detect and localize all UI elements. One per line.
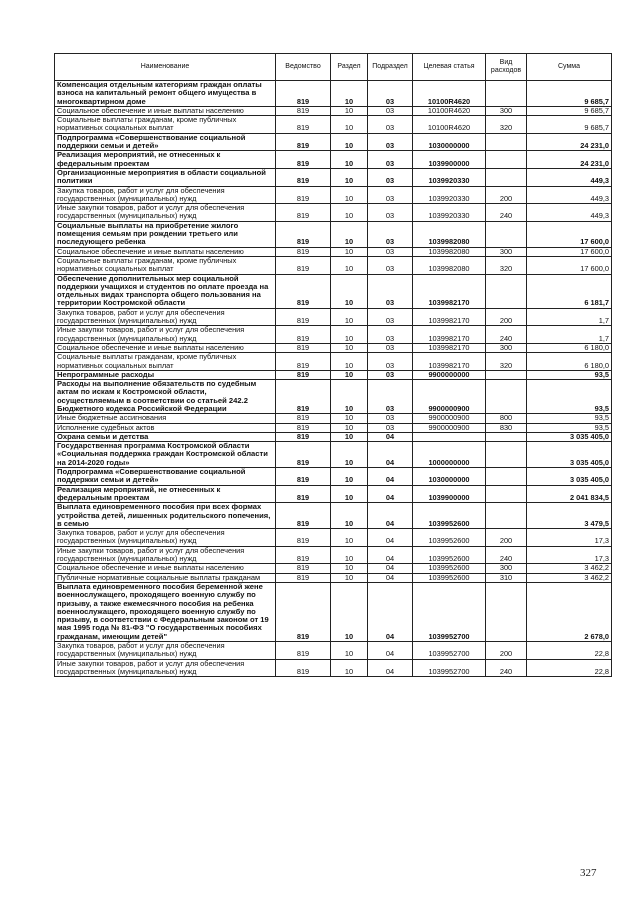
cell-section: 10: [331, 659, 368, 677]
cell-section: 10: [331, 564, 368, 573]
cell-sum: 22,8: [527, 642, 612, 660]
cell-section: 10: [331, 116, 368, 134]
table-row: [55, 186, 612, 204]
cell-sum: 449,3: [527, 186, 612, 204]
cell-expense-type: [486, 582, 527, 641]
cell-sum: 3 462,2: [527, 573, 612, 582]
cell-target-article: 1039952700: [413, 582, 486, 641]
table-row: [55, 468, 612, 486]
cell-name: Выплата единовременного пособия при всех формах устройства детей, лишенных родительского попечения, в семью: [55, 503, 276, 529]
cell-section: 10: [331, 485, 368, 503]
cell-department: 819: [276, 642, 331, 660]
table-row: [55, 308, 612, 326]
cell-target-article: 1039920330: [413, 168, 486, 186]
cell-sum: 1,7: [527, 326, 612, 344]
cell-target-article: 9900000900: [413, 414, 486, 423]
cell-sum: 3 035 405,0: [527, 442, 612, 468]
cell-target-article: [413, 432, 486, 441]
cell-section: 10: [331, 133, 368, 151]
cell-sum: 24 231,0: [527, 151, 612, 169]
cell-section: 10: [331, 414, 368, 423]
table-row: [55, 326, 612, 344]
header-sum: Сумма: [527, 54, 612, 81]
cell-subsection: 04: [368, 582, 413, 641]
cell-subsection: 04: [368, 503, 413, 529]
table-row: [55, 133, 612, 151]
table-row: [55, 380, 612, 414]
cell-department: 819: [276, 308, 331, 326]
cell-subsection: 03: [368, 353, 413, 371]
cell-target-article: 1039982170: [413, 343, 486, 352]
cell-sum: 6 180,0: [527, 353, 612, 371]
cell-name: Закупка товаров, работ и услуг для обеспечения государственных (муниципальных) нужд: [55, 529, 276, 547]
table-row: [55, 442, 612, 468]
cell-target-article: 1039920330: [413, 204, 486, 222]
cell-department: 819: [276, 529, 331, 547]
table-row: [55, 256, 612, 274]
cell-sum: 17 600,0: [527, 256, 612, 274]
cell-sum: 2 041 834,5: [527, 485, 612, 503]
cell-name: Социальное обеспечение и иные выплаты населению: [55, 247, 276, 256]
cell-sum: 3 035 405,0: [527, 432, 612, 441]
cell-expense-type: [486, 221, 527, 247]
cell-section: 10: [331, 186, 368, 204]
table-row: [55, 659, 612, 677]
cell-sum: 9 685,7: [527, 81, 612, 107]
cell-target-article: 1039900000: [413, 485, 486, 503]
table-row: [55, 81, 612, 107]
cell-section: 10: [331, 326, 368, 344]
cell-department: 819: [276, 343, 331, 352]
table-row: [55, 485, 612, 503]
cell-sum: 6 181,7: [527, 274, 612, 308]
table-row: [55, 503, 612, 529]
cell-subsection: 03: [368, 247, 413, 256]
cell-department: 819: [276, 380, 331, 414]
cell-department: 819: [276, 168, 331, 186]
header-section: Раздел: [331, 54, 368, 81]
cell-subsection: 03: [368, 81, 413, 107]
cell-sum: 6 180,0: [527, 343, 612, 352]
cell-expense-type: [486, 380, 527, 414]
cell-name: Государственная программа Костромской области «Социальная поддержка граждан Костромской области на 2014-2020 годы»: [55, 442, 276, 468]
cell-department: 819: [276, 151, 331, 169]
cell-subsection: 03: [368, 343, 413, 352]
cell-expense-type: [486, 274, 527, 308]
cell-name: Расходы на выполнение обязательств по судебным актам по искам к Костромской области, осуществляемым в соответствии со статьей 242.2 Бюджетного кодекса Российской Федерации: [55, 380, 276, 414]
table-row: [55, 529, 612, 547]
cell-name: Подпрограмма «Совершенствование социальной поддержки семьи и детей»: [55, 133, 276, 151]
cell-department: 819: [276, 503, 331, 529]
cell-subsection: 03: [368, 186, 413, 204]
cell-subsection: 04: [368, 442, 413, 468]
cell-sum: 2 678,0: [527, 582, 612, 641]
cell-sum: 17 600,0: [527, 247, 612, 256]
cell-sum: 449,3: [527, 168, 612, 186]
cell-department: 819: [276, 106, 331, 115]
cell-target-article: 9900000900: [413, 423, 486, 432]
cell-expense-type: 200: [486, 186, 527, 204]
cell-department: 819: [276, 485, 331, 503]
cell-subsection: 03: [368, 106, 413, 115]
cell-department: 819: [276, 659, 331, 677]
cell-section: 10: [331, 204, 368, 222]
cell-expense-type: 300: [486, 564, 527, 573]
cell-sum: 17,3: [527, 546, 612, 564]
cell-section: 10: [331, 221, 368, 247]
cell-subsection: 03: [368, 204, 413, 222]
cell-subsection: 03: [368, 308, 413, 326]
cell-name: Организационные мероприятия в области социальной политики: [55, 168, 276, 186]
cell-section: 10: [331, 353, 368, 371]
cell-subsection: 04: [368, 564, 413, 573]
cell-expense-type: 240: [486, 204, 527, 222]
cell-section: 10: [331, 573, 368, 582]
cell-sum: 17 600,0: [527, 221, 612, 247]
cell-subsection: 03: [368, 380, 413, 414]
header-name: Наименование: [55, 54, 276, 81]
cell-expense-type: 320: [486, 116, 527, 134]
cell-department: 819: [276, 442, 331, 468]
table-row: [55, 353, 612, 371]
cell-subsection: 03: [368, 414, 413, 423]
cell-expense-type: 240: [486, 659, 527, 677]
cell-department: 819: [276, 432, 331, 441]
cell-target-article: 9900000000: [413, 370, 486, 379]
budget-table: [54, 53, 612, 677]
cell-name: Социальные выплаты гражданам, кроме публичных нормативных социальных выплат: [55, 116, 276, 134]
cell-subsection: 04: [368, 642, 413, 660]
cell-target-article: 10100R4620: [413, 106, 486, 115]
cell-department: 819: [276, 326, 331, 344]
cell-subsection: 03: [368, 274, 413, 308]
cell-target-article: 1039982170: [413, 326, 486, 344]
cell-name: Реализация мероприятий, не отнесенных к федеральным проектам: [55, 485, 276, 503]
cell-department: 819: [276, 582, 331, 641]
cell-name: Закупка товаров, работ и услуг для обеспечения государственных (муниципальных) нужд: [55, 642, 276, 660]
table-row: [55, 582, 612, 641]
cell-subsection: 04: [368, 546, 413, 564]
cell-target-article: 1039920330: [413, 186, 486, 204]
cell-sum: 1,7: [527, 308, 612, 326]
cell-section: 10: [331, 151, 368, 169]
header-target-article: Целевая статья: [413, 54, 486, 81]
cell-name: Непрограммные расходы: [55, 370, 276, 379]
cell-subsection: 03: [368, 133, 413, 151]
cell-department: 819: [276, 256, 331, 274]
cell-name: Закупка товаров, работ и услуг для обеспечения государственных (муниципальных) нужд: [55, 186, 276, 204]
cell-sum: 3 479,5: [527, 503, 612, 529]
table-row: [55, 274, 612, 308]
cell-target-article: 1039982080: [413, 221, 486, 247]
cell-name: Социальные выплаты гражданам, кроме публичных нормативных социальных выплат: [55, 353, 276, 371]
cell-subsection: 04: [368, 659, 413, 677]
cell-name: Социальное обеспечение и иные выплаты населению: [55, 564, 276, 573]
cell-expense-type: 800: [486, 414, 527, 423]
cell-department: 819: [276, 468, 331, 486]
cell-department: 819: [276, 204, 331, 222]
cell-sum: 93,5: [527, 370, 612, 379]
cell-department: 819: [276, 414, 331, 423]
table-row: [55, 642, 612, 660]
cell-sum: 24 231,0: [527, 133, 612, 151]
table-body: [55, 81, 612, 677]
cell-expense-type: 320: [486, 353, 527, 371]
cell-target-article: 1039952700: [413, 659, 486, 677]
cell-section: 10: [331, 274, 368, 308]
cell-target-article: 9900000900: [413, 380, 486, 414]
header-expense-type: Вид расходов: [486, 54, 527, 81]
cell-subsection: 03: [368, 151, 413, 169]
cell-name: Реализация мероприятий, не отнесенных к федеральным проектам: [55, 151, 276, 169]
cell-expense-type: 310: [486, 573, 527, 582]
cell-section: 10: [331, 256, 368, 274]
cell-name: Выплата единовременного пособия беременной жене военнослужащего, проходящего военную службу по призыву, а также ежемесячного пособия на ребенка военнослужащего, проходящего военную службу по призыву, в соответствии с Федеральным законом от 19 мая 1995 года № 81-ФЗ "О государственных пособиях гражданам, имеющим детей": [55, 582, 276, 641]
cell-sum: 9 685,7: [527, 106, 612, 115]
cell-section: 10: [331, 468, 368, 486]
cell-target-article: 1000000000: [413, 442, 486, 468]
table-row: [55, 221, 612, 247]
cell-expense-type: [486, 81, 527, 107]
table-row: [55, 423, 612, 432]
cell-expense-type: [486, 133, 527, 151]
cell-subsection: 03: [368, 326, 413, 344]
cell-subsection: 03: [368, 116, 413, 134]
cell-department: 819: [276, 81, 331, 107]
cell-target-article: 1039952600: [413, 564, 486, 573]
cell-expense-type: [486, 442, 527, 468]
cell-section: 10: [331, 308, 368, 326]
cell-name: Закупка товаров, работ и услуг для обеспечения государственных (муниципальных) нужд: [55, 308, 276, 326]
cell-name: Иные закупки товаров, работ и услуг для обеспечения государственных (муниципальных) нужд: [55, 659, 276, 677]
cell-expense-type: 200: [486, 642, 527, 660]
cell-target-article: 1039952600: [413, 503, 486, 529]
cell-target-article: 1039952600: [413, 573, 486, 582]
cell-expense-type: 300: [486, 343, 527, 352]
cell-target-article: 1030000000: [413, 468, 486, 486]
cell-department: 819: [276, 133, 331, 151]
cell-target-article: 1039952700: [413, 642, 486, 660]
cell-expense-type: 320: [486, 256, 527, 274]
cell-expense-type: 830: [486, 423, 527, 432]
cell-expense-type: [486, 432, 527, 441]
table-row: [55, 564, 612, 573]
cell-name: Иные бюджетные ассигнования: [55, 414, 276, 423]
cell-department: 819: [276, 274, 331, 308]
cell-target-article: 10100R4620: [413, 81, 486, 107]
table-row: [55, 204, 612, 222]
cell-name: Социальные выплаты на приобретение жилого помещения семьям при рождении третьего или последующего ребенка: [55, 221, 276, 247]
cell-department: 819: [276, 546, 331, 564]
header-department: Ведомство: [276, 54, 331, 81]
cell-section: 10: [331, 546, 368, 564]
cell-department: 819: [276, 423, 331, 432]
cell-subsection: 04: [368, 485, 413, 503]
cell-expense-type: [486, 468, 527, 486]
cell-name: Социальное обеспечение и иные выплаты населению: [55, 106, 276, 115]
cell-name: Иные закупки товаров, работ и услуг для обеспечения государственных (муниципальных) нужд: [55, 546, 276, 564]
cell-target-article: 1030000000: [413, 133, 486, 151]
cell-sum: 17,3: [527, 529, 612, 547]
cell-department: 819: [276, 116, 331, 134]
cell-department: 819: [276, 221, 331, 247]
cell-expense-type: [486, 151, 527, 169]
table-row: [55, 151, 612, 169]
table-row: [55, 546, 612, 564]
cell-expense-type: [486, 370, 527, 379]
cell-target-article: 1039952600: [413, 529, 486, 547]
cell-section: 10: [331, 423, 368, 432]
cell-expense-type: 240: [486, 326, 527, 344]
cell-name: Компенсация отдельным категориям граждан оплаты взноса на капитальный ремонт общего имущества в многоквартирном доме: [55, 81, 276, 107]
cell-sum: 449,3: [527, 204, 612, 222]
cell-name: Подпрограмма «Совершенствование социальной поддержки семьи и детей»: [55, 468, 276, 486]
cell-subsection: 03: [368, 423, 413, 432]
cell-subsection: 03: [368, 168, 413, 186]
cell-target-article: 1039982170: [413, 308, 486, 326]
cell-subsection: 04: [368, 468, 413, 486]
cell-subsection: 03: [368, 221, 413, 247]
cell-subsection: 04: [368, 432, 413, 441]
cell-name: Обеспечение дополнительных мер социальной поддержки учащихся и студентов по оплате проезда на отдельных видах транспорта общего пользования на территории Костромской области: [55, 274, 276, 308]
cell-sum: 22,8: [527, 659, 612, 677]
page-number: 327: [580, 867, 597, 879]
cell-subsection: 04: [368, 573, 413, 582]
table-row: [55, 116, 612, 134]
cell-section: 10: [331, 168, 368, 186]
cell-subsection: 03: [368, 256, 413, 274]
cell-section: 10: [331, 380, 368, 414]
cell-name: Исполнение судебных актов: [55, 423, 276, 432]
cell-department: 819: [276, 370, 331, 379]
cell-name: Иные закупки товаров, работ и услуг для обеспечения государственных (муниципальных) нужд: [55, 326, 276, 344]
cell-expense-type: 200: [486, 308, 527, 326]
cell-target-article: 10100R4620: [413, 116, 486, 134]
cell-department: 819: [276, 186, 331, 204]
cell-subsection: 03: [368, 370, 413, 379]
cell-department: 819: [276, 247, 331, 256]
cell-expense-type: [486, 503, 527, 529]
cell-section: 10: [331, 106, 368, 115]
cell-subsection: 04: [368, 529, 413, 547]
cell-section: 10: [331, 247, 368, 256]
cell-target-article: 1039982170: [413, 274, 486, 308]
cell-department: 819: [276, 353, 331, 371]
cell-sum: 3 035 405,0: [527, 468, 612, 486]
table-row: [55, 168, 612, 186]
cell-target-article: 1039982080: [413, 256, 486, 274]
cell-name: Охрана семьи и детства: [55, 432, 276, 441]
cell-name: Социальные выплаты гражданам, кроме публичных нормативных социальных выплат: [55, 256, 276, 274]
cell-target-article: 1039982170: [413, 353, 486, 371]
cell-sum: 93,5: [527, 414, 612, 423]
cell-target-article: 1039952600: [413, 546, 486, 564]
cell-section: 10: [331, 503, 368, 529]
cell-expense-type: 200: [486, 529, 527, 547]
cell-section: 10: [331, 529, 368, 547]
cell-expense-type: [486, 485, 527, 503]
cell-department: 819: [276, 573, 331, 582]
cell-section: 10: [331, 81, 368, 107]
cell-department: 819: [276, 564, 331, 573]
cell-section: 10: [331, 370, 368, 379]
header-subsection: Подраздел: [368, 54, 413, 81]
cell-target-article: 1039982080: [413, 247, 486, 256]
cell-target-article: 1039900000: [413, 151, 486, 169]
cell-expense-type: [486, 168, 527, 186]
cell-sum: 9 685,7: [527, 116, 612, 134]
cell-section: 10: [331, 432, 368, 441]
cell-section: 10: [331, 343, 368, 352]
cell-expense-type: 300: [486, 106, 527, 115]
cell-section: 10: [331, 442, 368, 468]
cell-name: Социальное обеспечение и иные выплаты населению: [55, 343, 276, 352]
cell-section: 10: [331, 582, 368, 641]
cell-sum: 93,5: [527, 380, 612, 414]
table-header-row: [55, 54, 612, 81]
cell-name: Иные закупки товаров, работ и услуг для обеспечения государственных (муниципальных) нужд: [55, 204, 276, 222]
cell-name: Публичные нормативные социальные выплаты гражданам: [55, 573, 276, 582]
cell-section: 10: [331, 642, 368, 660]
cell-sum: 3 462,2: [527, 564, 612, 573]
table-row: [55, 414, 612, 423]
cell-sum: 93,5: [527, 423, 612, 432]
cell-expense-type: 240: [486, 546, 527, 564]
cell-expense-type: 300: [486, 247, 527, 256]
